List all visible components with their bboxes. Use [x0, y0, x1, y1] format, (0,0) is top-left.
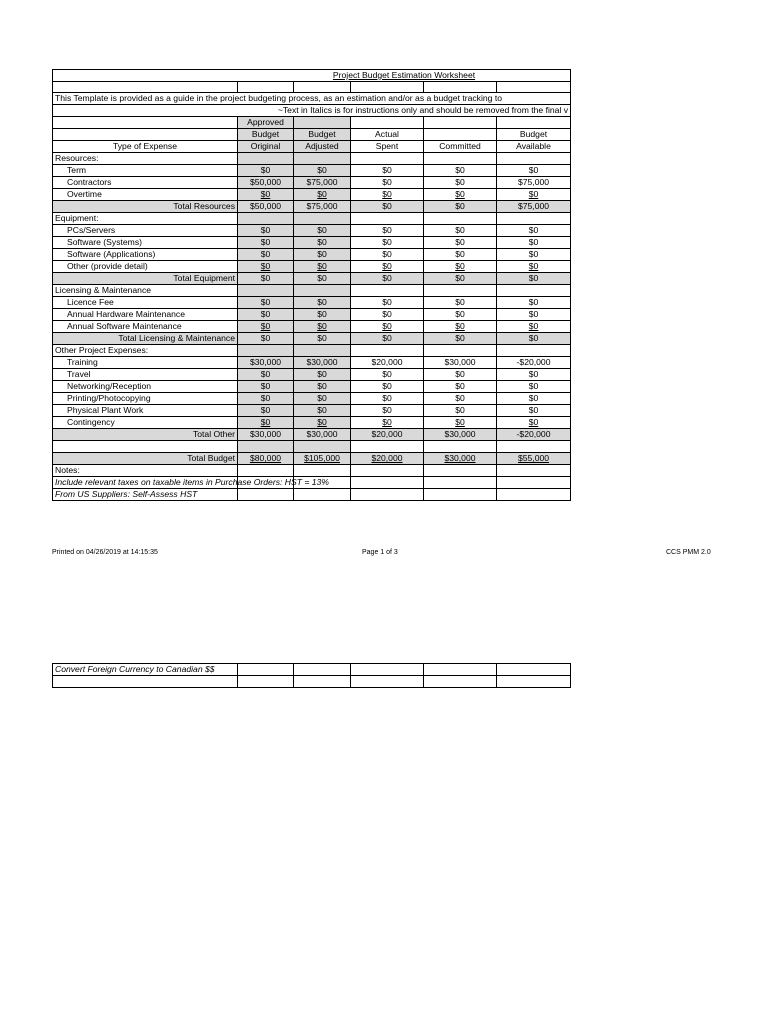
value-cell: [497, 452, 571, 464]
value-text: $0: [528, 405, 539, 416]
value-text: $0: [260, 189, 271, 200]
value-text: $0: [382, 189, 392, 200]
value-text: $0: [455, 381, 465, 392]
value-cell: [294, 297, 351, 309]
table-row: [53, 345, 571, 357]
value-text: $50,000: [249, 201, 282, 212]
total-label: Total Budget: [53, 452, 238, 464]
value-text: $0: [382, 417, 392, 428]
value-cell: [294, 452, 351, 464]
expense-label: Travel: [53, 369, 238, 381]
value-cell: [294, 417, 351, 429]
table-row: [53, 381, 571, 393]
value-text: $0: [382, 177, 392, 188]
value-cell: [351, 405, 424, 417]
value-text: $0: [260, 297, 271, 308]
value-text: $0: [528, 249, 539, 260]
value-text: $0: [317, 273, 327, 284]
value-cell: [351, 273, 424, 285]
value-cell: [238, 225, 294, 237]
value-text: $75,000: [517, 177, 550, 188]
value-text: $0: [382, 309, 392, 320]
value-text: $0: [317, 381, 327, 392]
currency-conversion-table: [52, 663, 571, 688]
value-cell: [294, 381, 351, 393]
value-text: $0: [382, 297, 392, 308]
value-text: $0: [455, 189, 465, 200]
value-cell: [424, 237, 497, 249]
value-text: $0: [455, 165, 465, 176]
value-text: $0: [528, 393, 539, 404]
value-text: $30,000: [249, 429, 282, 440]
value-text: $0: [317, 261, 327, 272]
value-text: $0: [382, 273, 392, 284]
value-cell: [351, 357, 424, 369]
value-cell: [351, 249, 424, 261]
header-budget-adjusted-top: Budget: [294, 129, 351, 141]
value-cell: [424, 201, 497, 213]
table-row: [53, 249, 571, 261]
value-text: -$20,000: [516, 429, 551, 440]
value-text: $0: [317, 321, 327, 332]
value-text: $0: [317, 165, 327, 176]
table-row: [53, 441, 571, 452]
value-cell: [238, 333, 294, 345]
value-cell: [351, 369, 424, 381]
table-row: [53, 297, 571, 309]
value-text: $0: [455, 405, 465, 416]
value-cell: [238, 309, 294, 321]
value-cell: [238, 249, 294, 261]
value-cell: [238, 405, 294, 417]
table-row: [53, 153, 571, 165]
value-cell: [238, 393, 294, 405]
value-cell: [238, 165, 294, 177]
section-label: Resources:: [53, 153, 238, 165]
header-type-of-expense: Type of Expense: [53, 141, 238, 153]
value-cell: [294, 321, 351, 333]
note-row: [53, 488, 571, 500]
value-cell: [497, 321, 571, 333]
value-text: $0: [528, 321, 539, 332]
value-text: $20,000: [371, 357, 403, 368]
value-cell: [351, 417, 424, 429]
value-cell: [294, 249, 351, 261]
value-text: $0: [260, 333, 271, 344]
value-text: $20,000: [371, 429, 403, 440]
value-cell: [238, 273, 294, 285]
value-text: $0: [382, 321, 392, 332]
value-cell: [497, 177, 571, 189]
expense-label: Annual Hardware Maintenance: [53, 309, 238, 321]
total-label: Total Other: [53, 429, 238, 441]
value-cell: [497, 393, 571, 405]
header-budget-original-top: Budget: [238, 129, 294, 141]
value-cell: [497, 189, 571, 201]
value-cell: [294, 189, 351, 201]
value-cell: [238, 201, 294, 213]
value-cell: [497, 381, 571, 393]
value-cell: [351, 261, 424, 273]
value-text: $0: [260, 381, 271, 392]
value-text: $0: [317, 237, 327, 248]
table-row: [53, 321, 571, 333]
table-row: [53, 429, 571, 441]
expense-label: Contractors: [53, 177, 238, 189]
value-cell: [424, 369, 497, 381]
value-text: $0: [455, 201, 465, 212]
table-row: [53, 393, 571, 405]
value-text: $0: [528, 225, 539, 236]
expense-label: Software (Systems): [53, 237, 238, 249]
value-cell: [351, 297, 424, 309]
table-row: [53, 369, 571, 381]
worksheet-title: Project Budget Estimation Worksheet: [332, 70, 476, 80]
currency-note: Convert Foreign Currency to Canadian $$: [53, 664, 238, 676]
value-cell: [294, 237, 351, 249]
expense-label: Contingency: [53, 417, 238, 429]
value-text: $0: [260, 321, 271, 332]
table-row: [53, 225, 571, 237]
value-text: $0: [260, 309, 271, 320]
table-row: [53, 237, 571, 249]
value-cell: [294, 429, 351, 441]
value-cell: [351, 165, 424, 177]
value-cell: [424, 273, 497, 285]
value-text: $30,000: [306, 429, 338, 440]
value-cell: [424, 225, 497, 237]
value-cell: [238, 177, 294, 189]
total-label: Total Licensing & Maintenance: [53, 333, 238, 345]
value-text: $0: [455, 369, 465, 380]
table-row: [53, 285, 571, 297]
header-original: Original: [238, 141, 294, 153]
value-text: $0: [260, 249, 271, 260]
value-text: $0: [317, 333, 327, 344]
value-text: $75,000: [306, 201, 338, 212]
value-text: $0: [455, 273, 465, 284]
value-text: $0: [528, 417, 539, 428]
value-text: $0: [317, 309, 327, 320]
value-text: $0: [260, 225, 271, 236]
value-cell: [424, 321, 497, 333]
expense-label: Licence Fee: [53, 297, 238, 309]
value-text: $0: [260, 237, 271, 248]
value-text: $75,000: [517, 201, 550, 212]
header-budget-available-top: Budget: [497, 129, 571, 141]
value-text: $0: [528, 273, 539, 284]
table-row: [53, 309, 571, 321]
value-cell: [424, 177, 497, 189]
value-cell: [294, 201, 351, 213]
page-number: Page 1 of 3: [362, 549, 398, 556]
value-text: $0: [260, 405, 271, 416]
expense-label: Printing/Photocopying: [53, 393, 238, 405]
value-cell: [294, 393, 351, 405]
value-cell: [351, 225, 424, 237]
value-text: $0: [382, 333, 392, 344]
value-text: $0: [528, 333, 539, 344]
table-row: [53, 357, 571, 369]
value-cell: [351, 393, 424, 405]
value-cell: [238, 237, 294, 249]
table-row: [53, 333, 571, 345]
value-text: $30,000: [444, 429, 476, 440]
value-text: $0: [528, 237, 539, 248]
table-row: [53, 273, 571, 285]
table-row: [53, 177, 571, 189]
value-cell: [294, 405, 351, 417]
value-cell: [238, 381, 294, 393]
value-cell: [424, 309, 497, 321]
value-text: $0: [382, 381, 392, 392]
total-label: Total Resources: [53, 201, 238, 213]
value-text: $0: [528, 189, 539, 200]
value-cell: [351, 381, 424, 393]
value-text: $0: [317, 417, 327, 428]
value-text: $0: [455, 249, 465, 260]
value-text: $0: [317, 369, 327, 380]
value-text: $0: [382, 249, 392, 260]
section-label: Other Project Expenses:: [53, 345, 238, 357]
value-cell: [294, 165, 351, 177]
value-text: $30,000: [249, 357, 282, 368]
header-available: Available: [497, 141, 571, 153]
value-text: $0: [260, 393, 271, 404]
value-cell: [351, 177, 424, 189]
expense-label: PCs/Servers: [53, 225, 238, 237]
value-cell: [424, 381, 497, 393]
expense-label: Annual Software Maintenance: [53, 321, 238, 333]
value-cell: [294, 273, 351, 285]
table-row: [53, 417, 571, 429]
value-cell: [294, 225, 351, 237]
value-cell: [351, 452, 424, 464]
value-cell: [424, 393, 497, 405]
value-text: $0: [455, 333, 465, 344]
printed-timestamp: Printed on 04/26/2019 at 14:15:35: [52, 549, 158, 556]
value-cell: [497, 237, 571, 249]
value-text: $0: [455, 309, 465, 320]
header-actual: Actual: [351, 129, 424, 141]
value-text: $0: [455, 393, 465, 404]
value-cell: [294, 369, 351, 381]
value-cell: [238, 417, 294, 429]
value-cell: [351, 333, 424, 345]
value-text: $0: [382, 165, 392, 176]
value-text: $75,000: [306, 177, 338, 188]
value-cell: [497, 357, 571, 369]
value-cell: [497, 429, 571, 441]
value-cell: [351, 309, 424, 321]
template-guide-note: This Template is provided as a guide in the project budgeting process, as an estimation and/or as a budget tracking to: [53, 93, 571, 105]
value-cell: [497, 165, 571, 177]
value-cell: [497, 249, 571, 261]
expense-label: Overtime: [53, 189, 238, 201]
value-cell: [351, 201, 424, 213]
value-text: $0: [382, 393, 392, 404]
value-cell: [294, 309, 351, 321]
header-committed: Committed: [424, 141, 497, 153]
value-cell: [497, 297, 571, 309]
header-adjusted: Adjusted: [294, 141, 351, 153]
value-text: $0: [260, 417, 271, 428]
expense-label: Training: [53, 357, 238, 369]
value-cell: [424, 417, 497, 429]
value-text: $80,000: [249, 452, 282, 463]
expense-label: Term: [53, 165, 238, 177]
value-text: $0: [455, 237, 465, 248]
value-cell: [497, 369, 571, 381]
value-text: $0: [455, 297, 465, 308]
section-label: Equipment:: [53, 213, 238, 225]
value-text: $0: [317, 189, 327, 200]
value-cell: [424, 357, 497, 369]
value-text: $20,000: [371, 452, 403, 463]
value-text: $0: [260, 261, 271, 272]
value-cell: [238, 369, 294, 381]
value-text: $0: [317, 297, 327, 308]
value-text: $105,000: [304, 452, 340, 463]
value-cell: [424, 261, 497, 273]
value-text: $0: [382, 369, 392, 380]
value-cell: [294, 333, 351, 345]
value-text: $0: [455, 321, 465, 332]
table-row: [53, 189, 571, 201]
value-cell: [497, 261, 571, 273]
value-cell: [238, 321, 294, 333]
value-cell: [238, 357, 294, 369]
value-cell: [424, 333, 497, 345]
value-text: $0: [260, 369, 271, 380]
value-text: $0: [528, 297, 539, 308]
note-text: From US Suppliers: Self-Assess HST: [53, 488, 238, 500]
value-cell: [294, 357, 351, 369]
table-row: [53, 201, 571, 213]
value-text: $0: [382, 225, 392, 236]
value-cell: [294, 177, 351, 189]
italics-instruction-note: ~Text in Italics is for instructions only and should be removed from the final v: [53, 105, 571, 117]
table-row: [53, 405, 571, 417]
value-cell: [424, 452, 497, 464]
expense-label: Networking/Reception: [53, 381, 238, 393]
value-cell: [497, 309, 571, 321]
value-cell: [497, 417, 571, 429]
value-cell: [238, 429, 294, 441]
value-text: $0: [317, 393, 327, 404]
value-cell: [497, 405, 571, 417]
value-cell: [424, 405, 497, 417]
notes-label: Notes:: [53, 464, 238, 476]
value-cell: [424, 429, 497, 441]
value-text: $55,000: [517, 452, 550, 463]
value-text: $0: [317, 405, 327, 416]
table-row: [53, 452, 571, 464]
value-cell: [424, 189, 497, 201]
value-text: $0: [528, 165, 539, 176]
value-cell: [497, 333, 571, 345]
value-text: $0: [455, 177, 465, 188]
header-spent: Spent: [351, 141, 424, 153]
value-cell: [351, 237, 424, 249]
version-label: CCS PMM 2.0: [666, 549, 711, 556]
value-cell: [424, 249, 497, 261]
table-row: [53, 213, 571, 225]
value-cell: [351, 429, 424, 441]
value-text: $0: [528, 309, 539, 320]
value-cell: [497, 201, 571, 213]
value-text: $0: [455, 261, 465, 272]
value-text: $30,000: [444, 452, 476, 463]
budget-worksheet-table: [52, 69, 571, 501]
value-text: $0: [455, 417, 465, 428]
value-text: $0: [382, 405, 392, 416]
value-text: $0: [317, 249, 327, 260]
value-text: $30,000: [444, 357, 476, 368]
value-cell: [238, 261, 294, 273]
table-row: [53, 165, 571, 177]
value-text: $0: [382, 261, 392, 272]
value-cell: [424, 165, 497, 177]
note-text: Include relevant taxes on taxable items in Purchase Orders: HST = 13%: [53, 476, 238, 488]
value-text: $0: [260, 165, 271, 176]
value-cell: [351, 189, 424, 201]
value-cell: [424, 297, 497, 309]
value-cell: [238, 189, 294, 201]
value-cell: [497, 225, 571, 237]
expense-label: Other (provide detail): [53, 261, 238, 273]
value-text: $0: [528, 369, 539, 380]
value-cell: [238, 452, 294, 464]
value-cell: [294, 261, 351, 273]
worksheet-title-cell: [53, 70, 571, 82]
value-text: $0: [528, 381, 539, 392]
value-text: $50,000: [249, 177, 282, 188]
value-cell: [497, 273, 571, 285]
value-text: $30,000: [306, 357, 338, 368]
header-approved: Approved: [238, 117, 294, 129]
value-text: $0: [528, 261, 539, 272]
value-cell: [351, 321, 424, 333]
total-label: Total Equipment: [53, 273, 238, 285]
expense-label: Software (Applications): [53, 249, 238, 261]
value-text: $0: [455, 225, 465, 236]
value-text: $0: [317, 225, 327, 236]
value-text: $0: [382, 237, 392, 248]
expense-label: Physical Plant Work: [53, 405, 238, 417]
table-row: [53, 261, 571, 273]
value-cell: [238, 297, 294, 309]
section-label: Licensing & Maintenance: [53, 285, 238, 297]
value-text: -$20,000: [516, 357, 551, 368]
value-text: $0: [260, 273, 271, 284]
value-text: $0: [382, 201, 392, 212]
note-row: [53, 476, 571, 488]
